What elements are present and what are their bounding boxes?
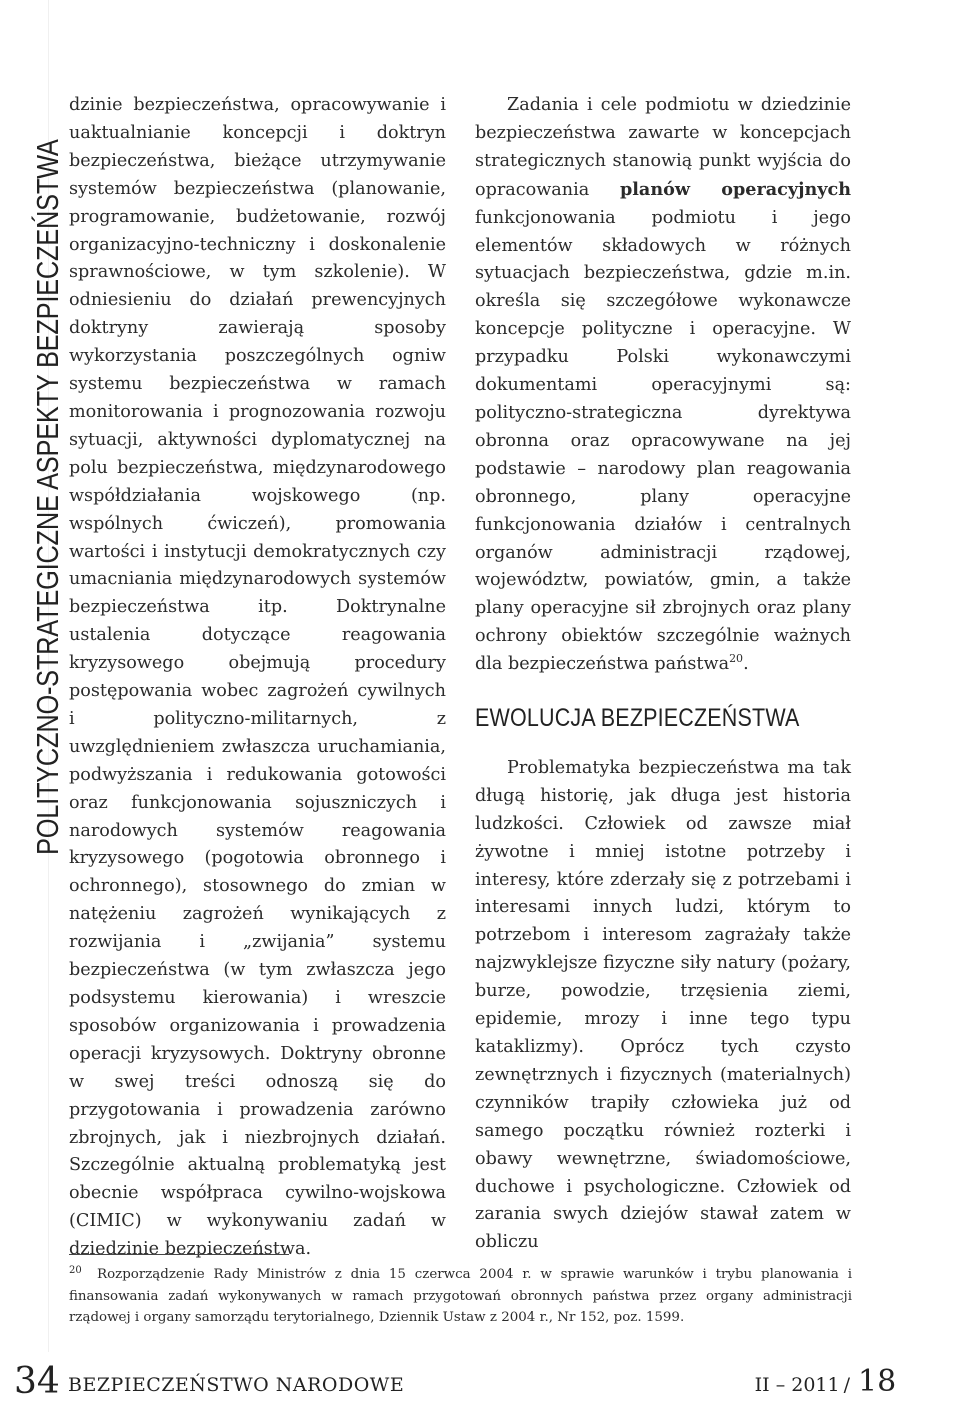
page-number: 34 — [14, 1361, 60, 1402]
footnote — [69, 1264, 852, 1329]
issue-info — [755, 1374, 854, 1396]
running-title-bar — [0, 0, 65, 1352]
paragraph-text: funkcjonowania podmiotu i jego elementów składowych w różnych sytuacjach bezpieczeństwa, gdzie m.in. określa się szczegółowe wykonawcze koncepcje polityczne i operacyjne. W przypadku Polski wykonawczymi dokumentami operacyjnymi są: polityczno-strategiczna dyrektywa obronna oraz opracowywane na jej podstawie – narodowy plan reagowania obronnego, plany operacyjne funkcjonowania działów i centralnych organów administracji rządowej, województw, powiatów, gmin, a także plany operacyjne sił zbrojnych oraz plany ochrony obiektów szczególnie ważnych dla bezpieczeństwa państwa — [475, 207, 851, 675]
right-paragraph-2: Problematyka bezpieczeństwa ma tak długą historię, jak długa jest historia ludzkości. Człowiek od zawsze miał żywotne i mniej istotne potrzeby i interesy, które zderzały się z potrzebami i interesami innych ludzi, którym to potrzebom i interesom zagrażały także najzwyklejsze fizyczne siły natury (pożary, burze, powodzie, trzęsienia ziemi, epidemie, mrozy i inne tego typu kataklizmy). Oprócz tych czysto zewnętrznych i fizycznych (materialnych) czynników trapiły człowieka już od samego początku również rozterki i obawy wewnętrzne, świadomościowe, duchowe i psychologiczne. Człowiek od zarania swych dziejów stawał zatem w obliczu — [475, 757, 851, 1253]
footnote-reference[interactable]: 20 — [729, 652, 744, 666]
right-paragraph-1 — [475, 92, 851, 679]
section-heading: EWOLUCJA BEZPIECZEŃSTWA — [475, 704, 800, 733]
paragraph-end: . — [743, 654, 749, 675]
page-footer — [0, 1362, 960, 1402]
footnote-text: Rozporządzenie Rady Ministrów z dnia 15 czerwca 2004 r. w sprawie warunków i trybu planowania i finansowania zadań wykonywanych w ramach przygotowań obronnych państwa przez organy administracji rządowej i organy samorządu terytorialnego, Dziennik Ustaw z 2004 r., Nr 152, poz. 1599. — [69, 1267, 852, 1325]
footnote-divider — [69, 1254, 289, 1255]
issue-number: 18 — [858, 1364, 897, 1399]
issue-separator: / — [843, 1374, 850, 1396]
footnote-number: 20 — [69, 1265, 82, 1276]
left-text-column — [69, 92, 446, 1264]
paragraph-text: Zadania i cele podmiotu w dziedzinie bezpieczeństwa zawarte w koncepcjach strategicznych stanowią punkt wyjścia do opracowania — [475, 95, 851, 200]
publication-name: BEZPIECZEŃSTWO NARODOWE — [68, 1374, 405, 1396]
right-text-column — [475, 92, 851, 1257]
left-paragraph: dzinie bezpieczeństwa, opracowywanie i uaktualnianie koncepcji i doktryn bezpieczeństwa, bieżące utrzymywanie systemów bezpieczeństwa (planowanie, programowanie, budżetowanie, rozwój organizacyjno-techniczny i doskonalenie sprawnościowe, w tym szkolenie). W odniesieniu do działań prewencyjnych doktryny zawierają sposoby wykorzystania poszczególnych ogniw systemu bezpieczeństwa w ramach monitorowania i prognozowania rozwoju sytuacji, aktywności dyplomatycznej na polu bezpieczeństwa, międzynarodowego współdziałania wojskowego (np. wspólnych ćwiczeń), promowania wartości i instytucji demokratycznych czy umacniania międzynarodowych systemów bezpieczeństwa itp. Doktrynalne ustalenia dotyczące reagowania kryzysowego obejmują procedury postępowania wobec zagrożeń cywilnych i polityczno-militarnych, z uwzględnieniem zwłaszcza uruchamiania, podwyższania i redukowania gotowości oraz funkcjonowania sojuszniczych i narodowych systemów reagowania kryzysowego (pogotowia obronnego i ochronnego), stosownego do zmian w natężeniu zagrożeń wynikających z rozwijania i „zwijania” systemu bezpieczeństwa (w tym zwłaszcza jego podsystemu kierowania) i wreszcie sposobów organizowania i prowadzenia operacji kryzysowych. Doktryny obronne w swej treści odnoszą się do przygotowania i prowadzenia zarówno zbrojnych, jak i niezbrojnych działań. Szczególnie aktualną problematyką jest obecnie współpraca cywilno-wojskowa (CIMIC) w wykonywaniu zadań w dziedzinie bezpieczeństwa. — [69, 95, 446, 1260]
running-title: POLITYCZNO-STRATEGICZNE ASPEKTY BEZPIECZEŃSTWA — [30, 139, 65, 856]
issue-roman: II – 2011 — [754, 1374, 840, 1396]
bold-phrase: planów operacyjnych — [619, 178, 851, 200]
